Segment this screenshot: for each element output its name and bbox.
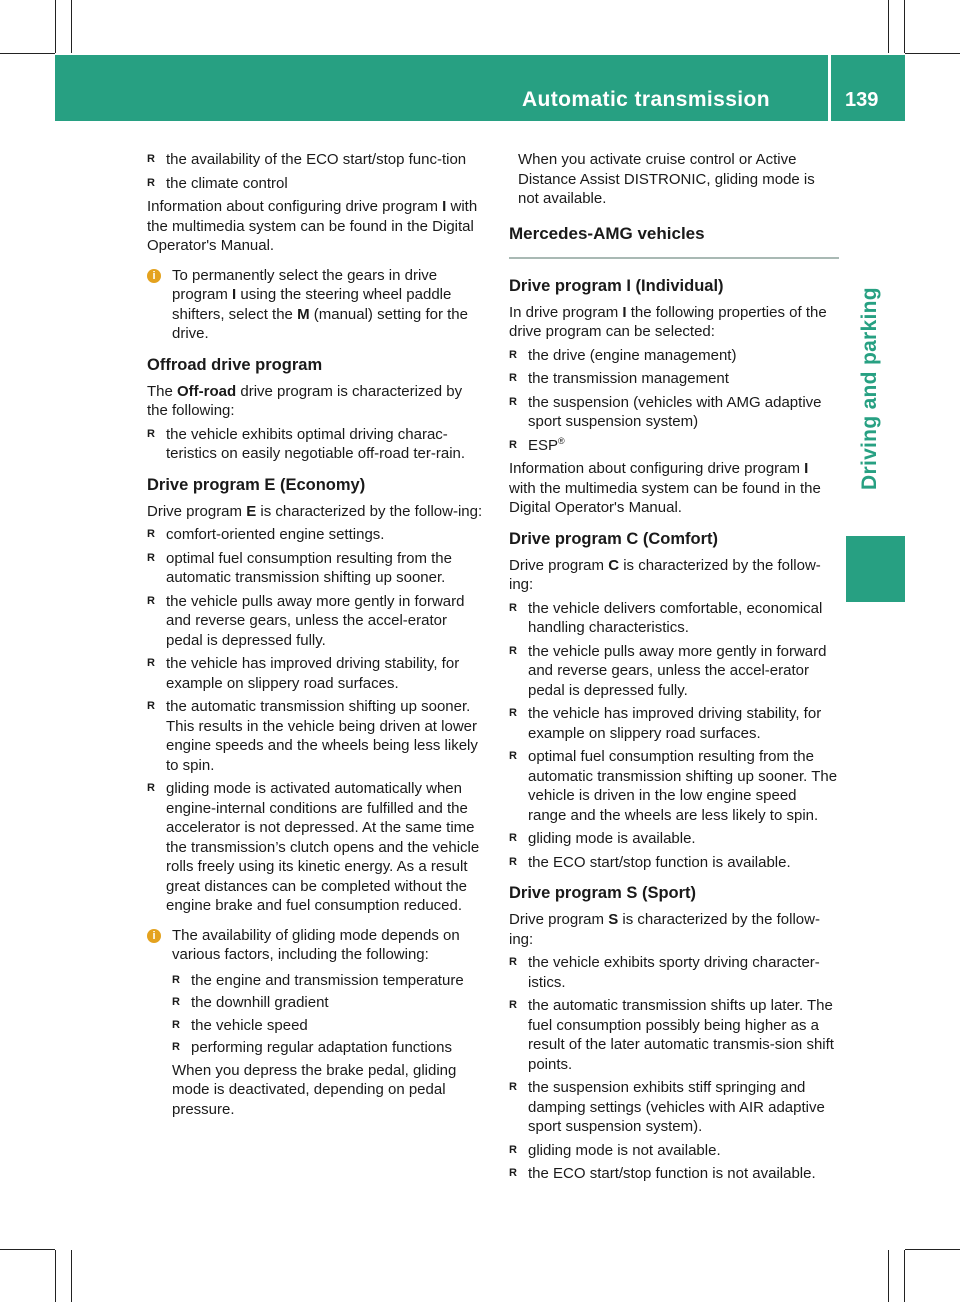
paragraph: Drive program E is characterized by the follow-ing: — [147, 502, 483, 520]
list-item: R the vehicle speed — [172, 1016, 308, 1034]
bullet-icon: R — [509, 348, 517, 361]
list-item: R optimal fuel consumption resulting from the automatic transmission shifting up sooner. The vehicle is driven in the low engine speed range and the wheels are less likely to spin. — [509, 748, 838, 824]
list-item: R the availability of the ECO start/stop func-tion — [147, 151, 467, 168]
sub-list — [147, 971, 487, 1120]
paragraph: Drive program S is characterized by the follow-ing: — [509, 911, 820, 948]
bullet-icon: R — [147, 700, 155, 712]
list-item: R gliding mode is not available. — [509, 1141, 721, 1159]
left-column — [147, 150, 487, 1119]
info-note: i To permanently select the gears in drive program I using the steering wheel paddle shifters, select the M (manual) setting for the drive. — [147, 266, 487, 344]
header-divider — [828, 55, 831, 121]
crop-mark — [0, 53, 55, 54]
list-item: R gliding mode is activated automatically when engine-internal conditions are fulfilled and the accelerator is not depressed. At the same time the transmission’s clutch opens and the vehicle rolls freely using its kinetic energy. As a result great distances can be completed without the engine brake and fuel consumption reduced. — [147, 780, 480, 914]
crop-mark — [905, 1249, 960, 1250]
list-item: R the vehicle exhibits optimal driving charac-teristics on easily negotiable off-road ter-rain. — [147, 425, 466, 462]
section-heading: Drive program I (Individual) — [509, 276, 724, 295]
bullet-icon: R — [509, 750, 517, 762]
paragraph: Information about configuring drive program I with the multimedia system can be found in the Digital Operator's Manual. — [147, 198, 478, 254]
paragraph: In drive program I the following properties of the drive program can be selected: — [509, 303, 827, 340]
bullet-icon: R — [509, 1167, 517, 1179]
chapter-tab-label: Driving and parking — [858, 287, 881, 490]
section-heading: Drive program C (Comfort) — [509, 529, 719, 548]
paragraph: Drive program C is characterized by the follow-ing: — [509, 556, 821, 593]
bullet-icon: R — [147, 657, 155, 669]
paragraph: Information about configuring drive program I with the multimedia system can be found in the Digital Operator's Manual. — [509, 460, 821, 516]
list-item: R ESP® — [509, 435, 565, 454]
crop-mark — [55, 1250, 56, 1302]
paragraph: When you depress the brake pedal, gliding mode is deactivated, depending on pedal pressure. — [172, 1061, 457, 1118]
list-item: R the ECO start/stop function is not available. — [509, 1165, 816, 1182]
list-item: R the suspension (vehicles with AMG adaptive sport suspension system) — [509, 393, 822, 430]
bullet-icon: R — [509, 832, 517, 844]
list-item: R the drive (engine management) — [509, 346, 737, 364]
bullet-icon: R — [509, 855, 517, 868]
list-item: R the downhill gradient — [172, 994, 329, 1011]
bullet-icon: R — [509, 438, 517, 451]
chapter-tab-marker — [846, 536, 905, 602]
bullet-icon: R — [509, 644, 517, 657]
bullet-icon: R — [147, 528, 155, 540]
page-number: 139 — [845, 89, 879, 111]
bullet-icon: R — [509, 395, 517, 408]
section-heading: Mercedes-AMG vehicles — [509, 223, 839, 259]
bullet-icon: R — [509, 999, 517, 1011]
list-item: R the engine and transmission temperature — [172, 971, 464, 989]
section-title: Automatic transmission — [521, 88, 770, 111]
list-item: R the vehicle has improved driving stability, for example on slippery road surfaces. — [147, 655, 460, 692]
bullet-icon: R — [147, 176, 155, 189]
list-item: R the climate control — [147, 174, 288, 192]
crop-mark — [888, 0, 889, 53]
section-heading: Drive program E (Economy) — [147, 475, 366, 494]
bullet-icon: R — [147, 551, 155, 564]
bullet-icon: R — [172, 996, 180, 1008]
section-heading: Drive program S (Sport) — [509, 884, 697, 902]
list-item: R the transmission management — [509, 370, 729, 387]
bullet-icon: R — [509, 956, 517, 968]
bullet-icon: R — [172, 973, 180, 986]
info-icon: i — [147, 269, 161, 283]
list-item: R performing regular adaptation functions — [172, 1039, 452, 1056]
list-item: R gliding mode is available. — [509, 830, 696, 847]
paragraph: When you activate cruise control or Active Distance Assist DISTRONIC, gliding mode is not available. — [518, 151, 815, 207]
list-item: R the ECO start/stop function is available. — [509, 853, 791, 871]
bullet-icon: R — [509, 372, 517, 384]
list-item: R the vehicle delivers comfortable, economical handling characteristics. — [509, 599, 823, 636]
list-item: R optimal fuel consumption resulting from the automatic transmission shifting up sooner. — [147, 549, 452, 586]
bullet-icon: R — [509, 1143, 517, 1156]
list-item: R the vehicle has improved driving stability, for example on slippery road surfaces. — [509, 705, 822, 742]
bullet-icon: R — [147, 427, 155, 440]
bullet-icon: R — [509, 1081, 517, 1093]
bullet-icon: R — [147, 594, 155, 607]
list-item: R the automatic transmission shifts up later. The fuel consumption possibly being higher as a result of the later automatic transmis-sion shift points. — [509, 997, 834, 1073]
list-item: R the vehicle exhibits sporty driving character-istics. — [509, 954, 820, 991]
crop-mark — [71, 0, 72, 53]
crop-mark — [55, 0, 56, 53]
bullet-icon: R — [147, 153, 155, 165]
list-item: R the vehicle pulls away more gently in forward and reverse gears, unless the accel-erator pedal is depressed fully. — [509, 642, 827, 699]
list-item: R the automatic transmission shifting up sooner. This results in the vehicle being driven at lower engine speeds and the wheels being less likely to spin. — [147, 698, 478, 774]
crop-mark — [71, 1250, 72, 1302]
section-heading: Offroad drive program — [147, 355, 323, 374]
info-icon: i — [147, 929, 161, 943]
bullet-icon: R — [509, 707, 517, 719]
crop-mark — [0, 1249, 55, 1250]
bullet-icon: R — [509, 601, 517, 614]
bullet-icon: R — [172, 1041, 180, 1053]
crop-mark — [888, 1250, 889, 1302]
paragraph: The Off-road drive program is characterized by the following: — [147, 382, 463, 419]
crop-mark — [905, 53, 960, 54]
bullet-icon: R — [147, 782, 155, 794]
list-item: R the suspension exhibits stiff springing and damping settings (vehicles with AIR adaptive sport suspension system). — [509, 1079, 825, 1135]
crop-mark — [904, 0, 905, 53]
list-item: R the vehicle pulls away more gently in forward and reverse gears, unless the accel-erator pedal is depressed fully. — [147, 592, 465, 649]
right-column — [509, 150, 839, 1188]
info-note: i The availability of gliding mode depends on various factors, including the following: — [147, 926, 487, 965]
list-item: R comfort-oriented engine settings. — [147, 526, 385, 543]
bullet-icon: R — [172, 1018, 180, 1031]
header-bar — [55, 55, 905, 121]
crop-mark — [904, 1250, 905, 1302]
